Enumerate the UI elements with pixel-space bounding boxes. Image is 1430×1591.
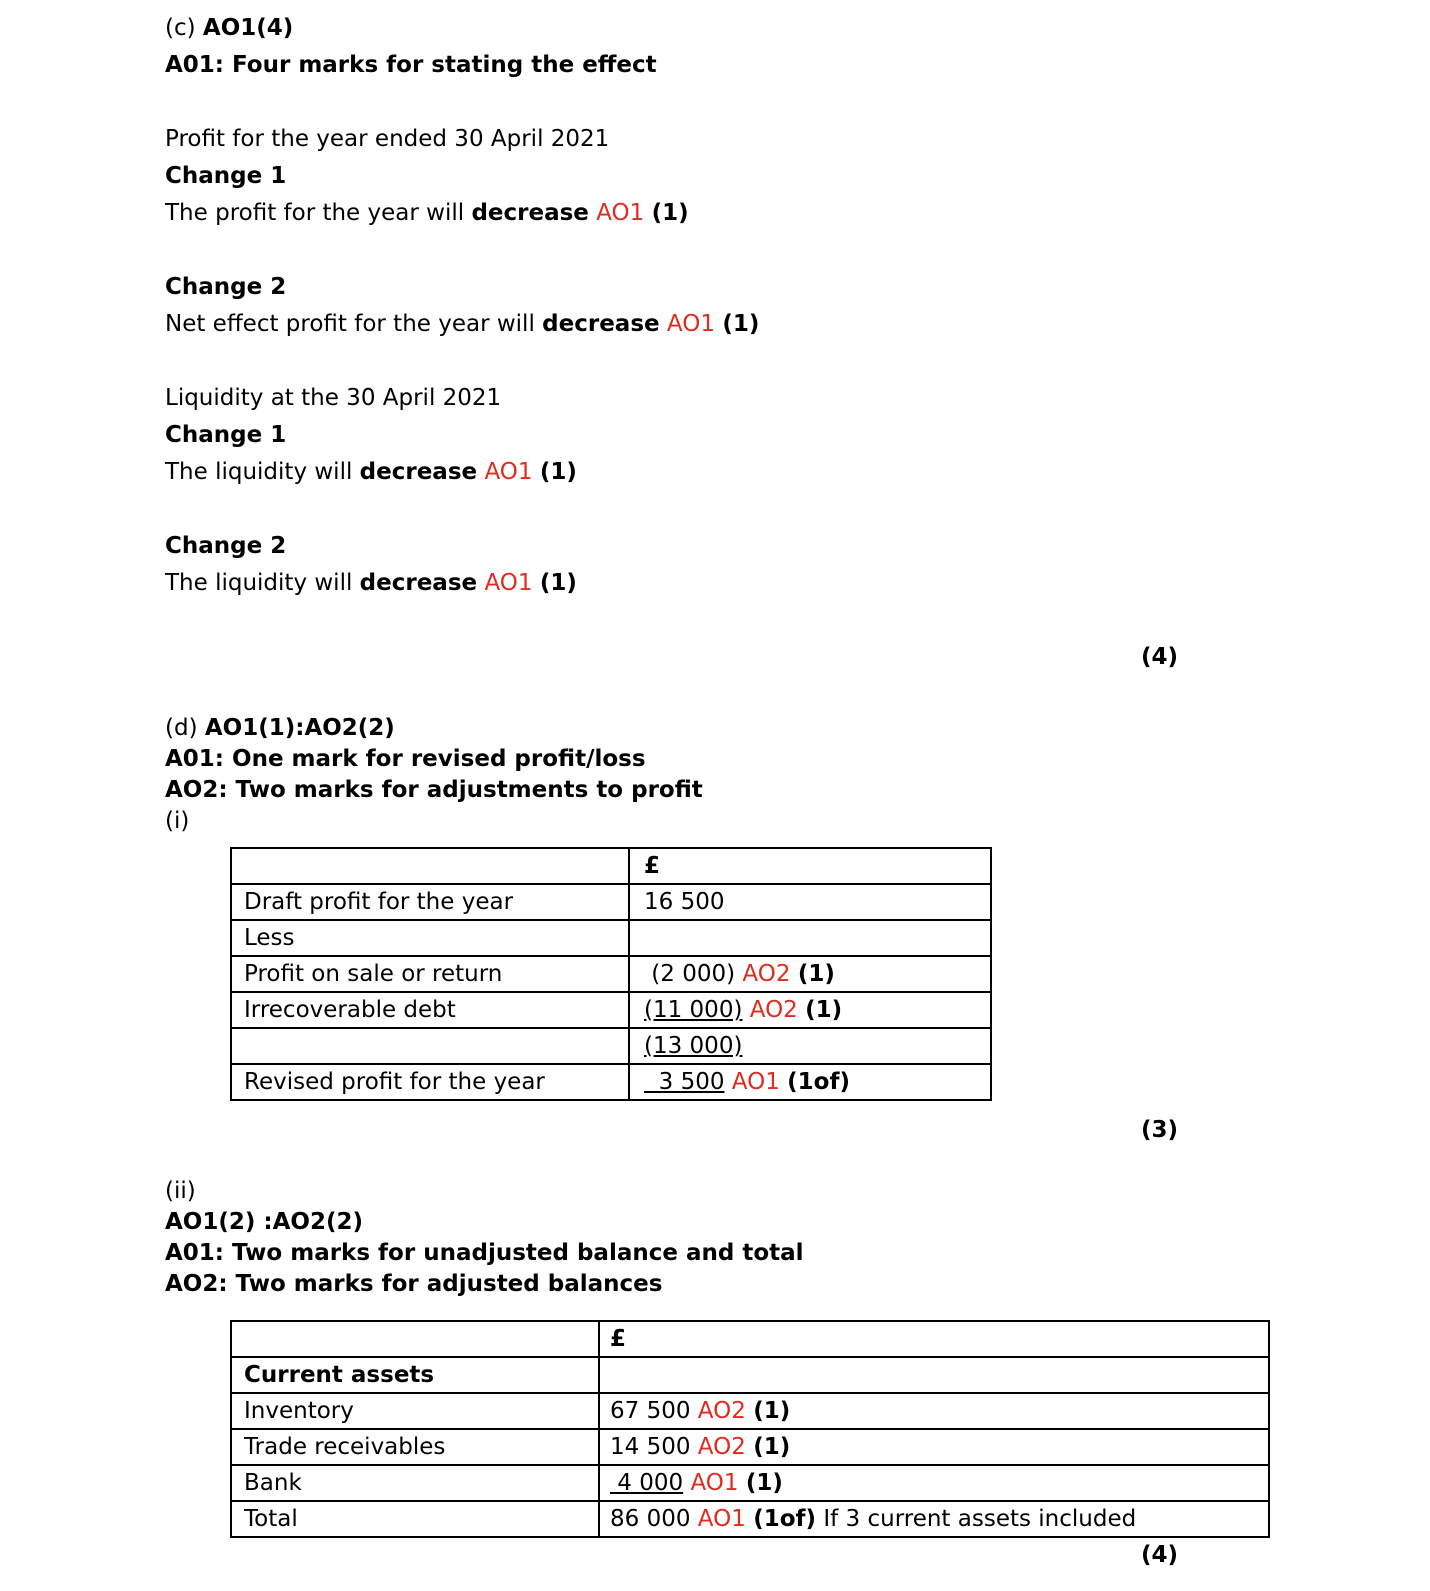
part-ii-criteria-1: A01: Two marks for unadjusted balance and total [165,1240,804,1266]
table-header-row [231,1321,1269,1357]
row-value-cell: 3 500 AO1 (1of) [629,1064,991,1100]
spacer [165,1146,1430,1176]
liquidity-title: Liquidity at the 30 April 2021 [165,385,502,411]
part-ii-heading: AO1(2) :AO2(2) [165,1209,363,1235]
section-d-part-ii [165,1176,1430,1571]
row-value-cell: (11 000) AO2 (1) [629,992,991,1028]
profit-change1-label: Change 1 [165,163,287,189]
row-value-cell: 4 000 AO1 (1) [599,1465,1269,1501]
liquidity-change2-label: Change 2 [165,533,287,559]
section-d-criteria-2: AO2: Two marks for adjustments to profit [165,777,703,803]
table-row [231,1429,1269,1465]
row-value-cell [599,1357,1269,1393]
blank-cell [231,848,629,884]
table-row [231,1064,991,1100]
table-row [231,1357,1269,1393]
profit-change2-label: Change 2 [165,274,287,300]
row-value-cell: 86 000 AO1 (1of) If 3 current assets included [599,1501,1269,1537]
table-row [231,884,991,920]
section-d-part-i [165,713,1430,1146]
row-value-cell: (13 000) [629,1028,991,1064]
blank-cell [231,1321,599,1357]
row-value-cell: 67 500 AO2 (1) [599,1393,1269,1429]
table-row [231,956,991,992]
section-c-heading: (c) AO1(4) [165,15,294,41]
profit-change2-text: Net effect profit for the year will decrease AO1 (1) [165,311,760,337]
row-value-cell [629,920,991,956]
row-value-cell: 16 500 [629,884,991,920]
row-label-cell: Revised profit for the year [231,1064,629,1100]
section-c [165,10,1430,676]
row-label-cell: Inventory [231,1393,599,1429]
currency-header-cell: £ [599,1321,1269,1357]
section-d-criteria-1: A01: One mark for revised profit/loss [165,746,646,772]
current-assets-table [230,1320,1270,1538]
row-value-cell: 14 500 AO2 (1) [599,1429,1269,1465]
part-i-marks: (3) [1140,1117,1178,1143]
table-row [231,1393,1269,1429]
spacer [165,232,1430,269]
part-ii-criteria-2: AO2: Two marks for adjusted balances [165,1271,663,1297]
spacer [165,84,1430,121]
part-i-label: (i) [165,808,190,834]
row-label-cell [231,1028,629,1064]
profit-title: Profit for the year ended 30 April 2021 [165,126,610,152]
section-c-marks: (4) [1140,644,1178,670]
spacer [165,676,1430,713]
part-ii-marks: (4) [1140,1542,1178,1568]
spacer [165,343,1430,380]
row-label-cell: Less [231,920,629,956]
row-label-cell: Draft profit for the year [231,884,629,920]
row-label-cell: Bank [231,1465,599,1501]
liquidity-change1-text: The liquidity will decrease AO1 (1) [165,459,577,485]
table-row [231,920,991,956]
row-label-cell: Current assets [231,1357,599,1393]
liquidity-change1-label: Change 1 [165,422,287,448]
table-row [231,1465,1269,1501]
section-c-criteria: A01: Four marks for stating the effect [165,52,657,78]
revised-profit-table [230,847,992,1101]
table-header-row [231,848,991,884]
row-value-cell: (2 000) AO2 (1) [629,956,991,992]
liquidity-change2-text: The liquidity will decrease AO1 (1) [165,570,577,596]
row-label-cell: Profit on sale or return [231,956,629,992]
row-label-cell: Trade receivables [231,1429,599,1465]
currency-header-cell: £ [629,848,991,884]
section-d-heading: (d) AO1(1):AO2(2) [165,715,395,741]
table-row [231,1501,1269,1537]
table-row [231,992,991,1028]
table-row [231,1028,991,1064]
spacer [165,602,1430,639]
part-ii-label: (ii) [165,1178,196,1204]
row-label-cell: Total [231,1501,599,1537]
profit-change1-text: The profit for the year will decrease AO1 (1) [165,200,689,226]
row-label-cell: Irrecoverable debt [231,992,629,1028]
spacer [165,491,1430,528]
